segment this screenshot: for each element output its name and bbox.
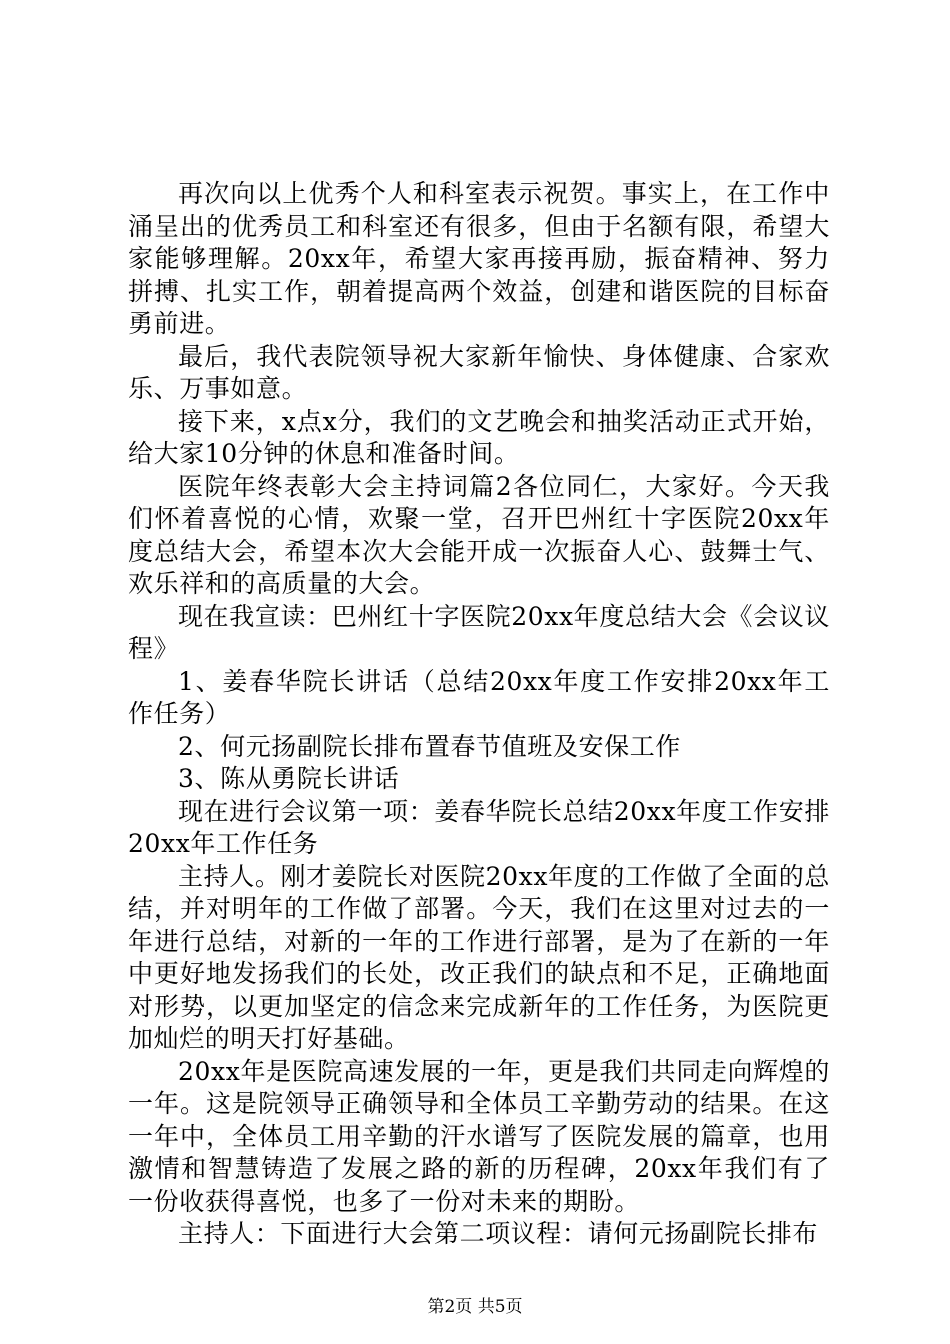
paragraph-gala-announcement: 接下来，x点x分，我们的文艺晚会和抽奖活动正式开始，给大家10分钟的休息和准备时间。 (128, 406, 830, 468)
document-body (128, 178, 830, 1251)
agenda-item-3: 3、陈从勇院长讲话 (178, 764, 400, 793)
paragraph-year-review: 20xx年是医院高速发展的一年，更是我们共同走向辉煌的一年。这是院领导正确领导和全体员工辛勤劳动的结果。在这一年中，全体员工用辛勤的汗水谱写了医院发展的篇章，也用激情和智慧铸造了发展之路的新的历程碑，20xx年我们有了一份收获得喜悦，也多了一份对未来的期盼。 (128, 1056, 830, 1216)
page-number-label: 第2页 共5页 (427, 1297, 523, 1317)
paragraph-host-summary: 主持人。刚才姜院长对医院20xx年度的工作做了全面的总结，并对明年的工作做了部署。今天，我们在这里对过去的一年进行总结，对新的一年的工作进行部署，是为了在新的一年中更好地发扬我们的长处，改正我们的缺点和不足，正确地面对形势，以更加坚定的信念来完成新年的工作任务，为医院更加灿烂的明天打好基础。 (128, 861, 830, 1053)
paragraph-new-year-wishes: 最后，我代表院领导祝大家新年愉快、身体健康、合家欢乐、万事如意。 (128, 341, 830, 403)
paragraph-first-item: 现在进行会议第一项：姜春华院长总结20xx年度工作安排20xx年工作任务 (128, 796, 830, 858)
paragraph-agenda-intro: 现在我宣读：巴州红十字医院20xx年度总结大会《会议议程》 (128, 601, 830, 663)
agenda-item-2: 2、何元扬副院长排布置春节值班及安保工作 (178, 731, 681, 761)
paragraph-opening-speech: 医院年终表彰大会主持词篇2各位同仁，大家好。今天我们怀着喜悦的心情，欢聚一堂，召开巴州红十字医院20xx年度总结大会，希望本次大会能开成一次振奋人心、鼓舞士气、欢乐祥和的高质量的大会。 (128, 471, 830, 598)
agenda-item-1: 1、姜春华院长讲话（总结20xx年度工作安排20xx年工作任务） (128, 666, 830, 728)
page-footer (0, 1297, 950, 1317)
paragraph-congratulations: 再次向以上优秀个人和科室表示祝贺。事实上，在工作中涌呈出的优秀员工和科室还有很多，但由于名额有限，希望大家能够理解。20xx年，希望大家再接再励，振奋精神、努力拼搏、扎实工作，朝着提高两个效益，创建和谐医院的目标奋勇前进。 (128, 179, 830, 338)
paragraph-second-item: 主持人：下面进行大会第二项议程：请何元扬副院长排布 (178, 1219, 819, 1248)
